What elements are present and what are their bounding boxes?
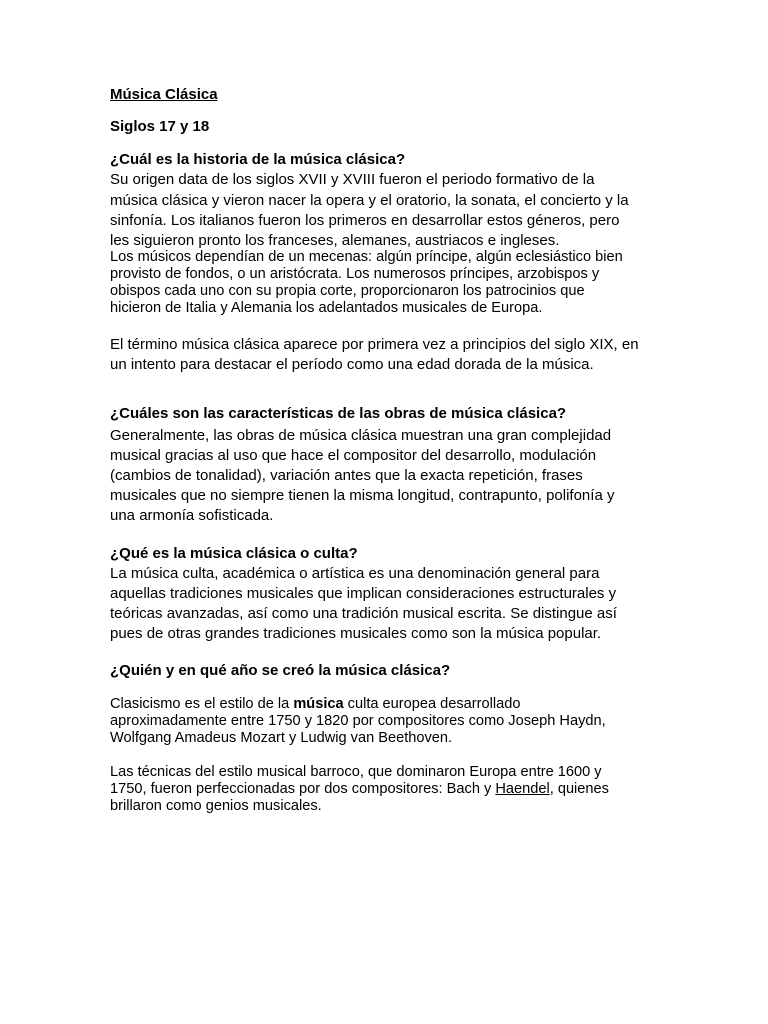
paragraph-line: una armonía sofisticada. <box>110 507 274 524</box>
paragraph-line: les siguieron pronto los franceses, alemanes, austriacos e ingleses. <box>110 232 560 249</box>
paragraph-line: Su origen data de los siglos XVII y XVIII fueron el periodo formativo de la <box>110 171 595 188</box>
bold-term: música <box>293 696 344 712</box>
paragraph-line: aproximadamente entre 1750 y 1820 por compositores como Joseph Haydn, <box>110 713 606 729</box>
paragraph-line <box>110 780 609 798</box>
document-subtitle: Siglos 17 y 18 <box>110 118 210 135</box>
paragraph-line <box>110 695 520 713</box>
paragraph-line: obispos cada uno con su propia corte, proporcionaron los patrocinios que <box>110 283 585 299</box>
paragraph-line: música clásica y vieron nacer la opera y el oratorio, la sonata, el concierto y la <box>110 192 629 209</box>
paragraph-line: El término música clásica aparece por primera vez a principios del siglo XIX, en <box>110 336 639 353</box>
paragraph-line: musical gracias al uso que hace el compositor del desarrollo, modulación <box>110 447 597 464</box>
section-heading-caracteristicas: ¿Cuáles son las características de las obras de música clásica? <box>110 405 567 422</box>
paragraph-line: pues de otras grandes tradiciones musicales como son la música popular. <box>110 625 602 642</box>
paragraph-line: sinfonía. Los italianos fueron los primeros en desarrollar estos géneros, pero <box>110 212 620 229</box>
paragraph-line: brillaron como genios musicales. <box>110 798 322 814</box>
paragraph-line: (cambios de tonalidad), variación antes que la exacta repetición, frases <box>110 467 583 484</box>
paragraph-line: Los músicos dependían de un mecenas: algún príncipe, algún eclesiástico bien <box>110 249 623 265</box>
haendel-link[interactable]: Haendel <box>495 781 550 797</box>
paragraph-line: aquellas tradiciones musicales que implican consideraciones estructurales y <box>110 585 617 602</box>
paragraph-text: , quienes <box>549 781 609 797</box>
paragraph-line: un intento para destacar el período como una edad dorada de la música. <box>110 356 594 373</box>
paragraph-line: Generalmente, las obras de música clásica muestran una gran complejidad <box>110 427 612 444</box>
document-title: Música Clásica <box>110 86 218 103</box>
paragraph-text: Clasicismo es el estilo de la <box>110 696 294 712</box>
paragraph-line: Las técnicas del estilo musical barroco, que dominaron Europa entre 1600 y <box>110 764 602 780</box>
section-heading-culta: ¿Qué es la música clásica o culta? <box>110 545 358 562</box>
paragraph-line: provisto de fondos, o un aristócrata. Los numerosos príncipes, arzobispos y <box>110 266 600 282</box>
paragraph-line: La música culta, académica o artística es una denominación general para <box>110 565 600 582</box>
paragraph-line: Wolfgang Amadeus Mozart y Ludwig van Beethoven. <box>110 730 453 746</box>
paragraph-line: teóricas avanzadas, así como una tradición musical escrita. Se distingue así <box>110 605 617 622</box>
section-heading-quien: ¿Quién y en qué año se creó la música clásica? <box>110 662 451 679</box>
paragraph-text: 1750, fueron perfeccionadas por dos compositores: Bach y <box>110 781 496 797</box>
paragraph-text: culta europea desarrollado <box>343 696 521 712</box>
section-heading-historia: ¿Cuál es la historia de la música clásica? <box>110 151 406 168</box>
paragraph-line: hicieron de Italia y Alemania los adelantados musicales de Europa. <box>110 300 543 316</box>
paragraph-line: musicales que no siempre tienen la misma longitud, contrapunto, polifonía y <box>110 487 615 504</box>
